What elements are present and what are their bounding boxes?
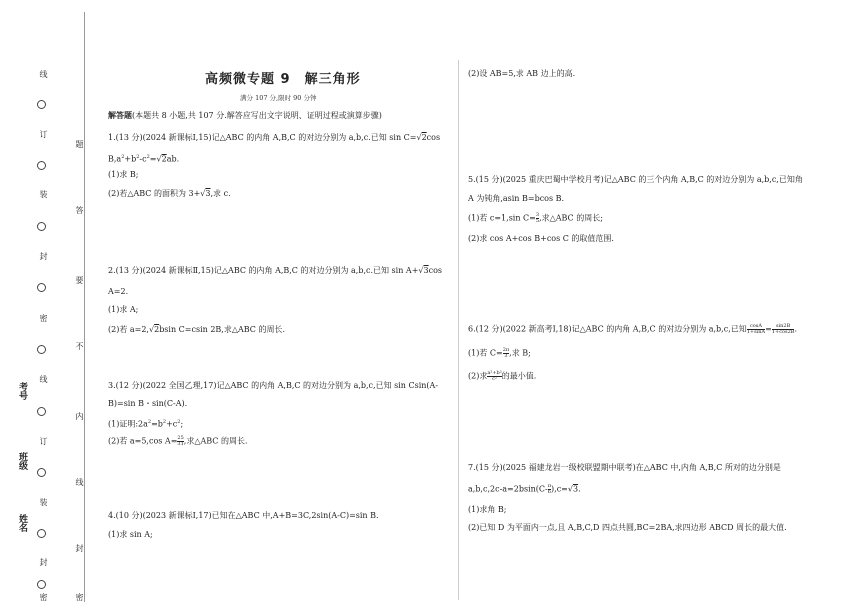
binding-hole xyxy=(37,222,46,231)
binding-text: 封 xyxy=(39,252,48,260)
question-4-part-2: (2)设 AB=5,求 AB 边上的高. xyxy=(468,69,576,78)
binding-line xyxy=(84,12,85,602)
question-5-part-2: (2)求 cos A+cos B+cos C 的取值范围. xyxy=(468,234,614,243)
section-label: 解答题 xyxy=(108,110,132,120)
name-label: 姓名 xyxy=(17,514,27,532)
binding-hole xyxy=(37,529,46,538)
binding-hole xyxy=(37,580,46,589)
question-6-part-1: (1)若 C= $\frac{2\pi}{3}$ ,求 B; xyxy=(468,347,531,359)
binding-hole xyxy=(37,407,46,416)
question-2-stem-cont: A=2. xyxy=(108,287,129,296)
question-7-part-1: (1)求角 B; xyxy=(468,505,507,514)
question-7-part-2: (2)已知 D 为平面内一点,且 A,B,C,D 四点共圆,BC=2BA,求四边形 ABCD 周长的最大值. xyxy=(468,523,787,532)
question-4-part-1: (1)求 sin A; xyxy=(108,530,153,539)
question-1-part-1: (1)求 B; xyxy=(108,170,139,179)
question-1-stem-cont: $B,a^2+b^2-c^2=√2ab$. xyxy=(108,154,180,164)
binding-text: 线 xyxy=(39,375,48,383)
binding-text: 线 xyxy=(75,478,84,486)
binding-text: 封 xyxy=(75,544,84,552)
question-3-stem: 3.(12 分)(2022 全国乙理,17)记△ABC 的内角 A,B,C 的对边分别为 a,b,c,已知 sin Csin(A- xyxy=(108,381,439,390)
binding-text: 要 xyxy=(75,276,84,284)
question-3-part-1: (1)证明$:2a^2=b^2+c^2$; xyxy=(108,419,184,429)
question-1-stem: 1.(13 分)(2024 新课标Ⅰ,15)记△ABC 的内角 A,B,C 的对边分别为 a,b,c.已知 sin C=√2cos xyxy=(108,133,441,142)
column-divider xyxy=(458,60,459,600)
binding-text: 答 xyxy=(75,206,84,214)
binding-hole xyxy=(37,468,46,477)
page-meta: 满分 107 分,限时 90 分钟 xyxy=(240,94,317,102)
binding-text: 题 xyxy=(75,140,84,148)
binding-text: 订 xyxy=(39,130,48,138)
question-3-stem-cont: B)=sin B・sin(C-A). xyxy=(108,399,188,408)
binding-text: 线 xyxy=(39,70,48,78)
question-1-part-2: (2)若△ABC 的面积为 3+√3,求 c. xyxy=(108,189,231,198)
binding-text: 封 xyxy=(39,558,48,566)
binding-hole xyxy=(37,283,46,292)
binding-text: 密 xyxy=(75,593,84,601)
question-7-stem-cont: a,b,c,2c-a=2bsin(C- $\frac{\pi}{6}$ ),c=√3. xyxy=(468,483,581,495)
section-heading xyxy=(108,110,382,121)
binding-text: 密 xyxy=(39,314,48,322)
question-2-part-1: (1)求 A; xyxy=(108,305,139,314)
binding-hole xyxy=(37,100,46,109)
binding-hole xyxy=(37,161,46,170)
section-note: (本题共 8 小题,共 107 分.解答应写出文字说明、证明过程或演算步骤) xyxy=(132,111,382,120)
question-7-stem: 7.(15 分)(2025 福建龙岩一级校联盟期中联考)在△ABC 中,内角 A,B,C 所对的边分别是 xyxy=(468,463,781,472)
binding-text: 内 xyxy=(75,412,84,420)
question-5-stem-cont: A 为钝角,asin B=bcos B. xyxy=(468,194,565,203)
question-6-stem: 6.(12 分)(2022 新高考Ⅰ,18)记△ABC 的内角 A,B,C 的对边分别为 a,b,c,已知 $\frac{\cos A}{1+\sin A}$ = $\frac{\sin 2B}{1+\cos 2B}$ . xyxy=(468,323,797,335)
binding-text: 装 xyxy=(39,190,48,198)
question-2-part-2: (2)若 a=2,√2bsin C=csin 2B,求△ABC 的周长. xyxy=(108,325,286,334)
binding-text: 装 xyxy=(39,498,48,506)
student-id-label: 考号 xyxy=(17,382,27,400)
question-3-part-2: (2)若 a=5,cos A= $\frac{25}{31}$ ,求△ABC 的周长. xyxy=(108,435,248,447)
question-6-part-2: (2)求 $\frac{\text{a²+b²}}{\text{c²}}$ 的最小值. xyxy=(468,370,537,382)
question-5-part-1: (1)若 c=1,sin C= $\frac{3}{5}$ ,求△ABC 的周长; xyxy=(468,212,603,224)
question-4-stem: 4.(10 分)(2023 新课标Ⅰ,17)已知在△ABC 中,A+B=3C,2sin(A-C)=sin B. xyxy=(108,511,379,520)
binding-text: 密 xyxy=(39,593,48,601)
page-title: 高频微专题 9 解三角形 xyxy=(205,72,361,87)
binding-text: 不 xyxy=(75,342,84,350)
question-5-stem: 5.(15 分)(2025 重庆巴蜀中学校月考)记△ABC 的三个内角 A,B,C 的对边分别为 a,b,c,已知角 xyxy=(468,175,803,184)
binding-hole xyxy=(37,345,46,354)
class-label: 班级 xyxy=(17,452,27,470)
binding-text: 订 xyxy=(39,437,48,445)
question-2-stem: 2.(13 分)(2024 新课标Ⅱ,15)记△ABC 的内角 A,B,C 的对边分别为 a,b,c.已知 sin A+√3cos xyxy=(108,266,443,275)
